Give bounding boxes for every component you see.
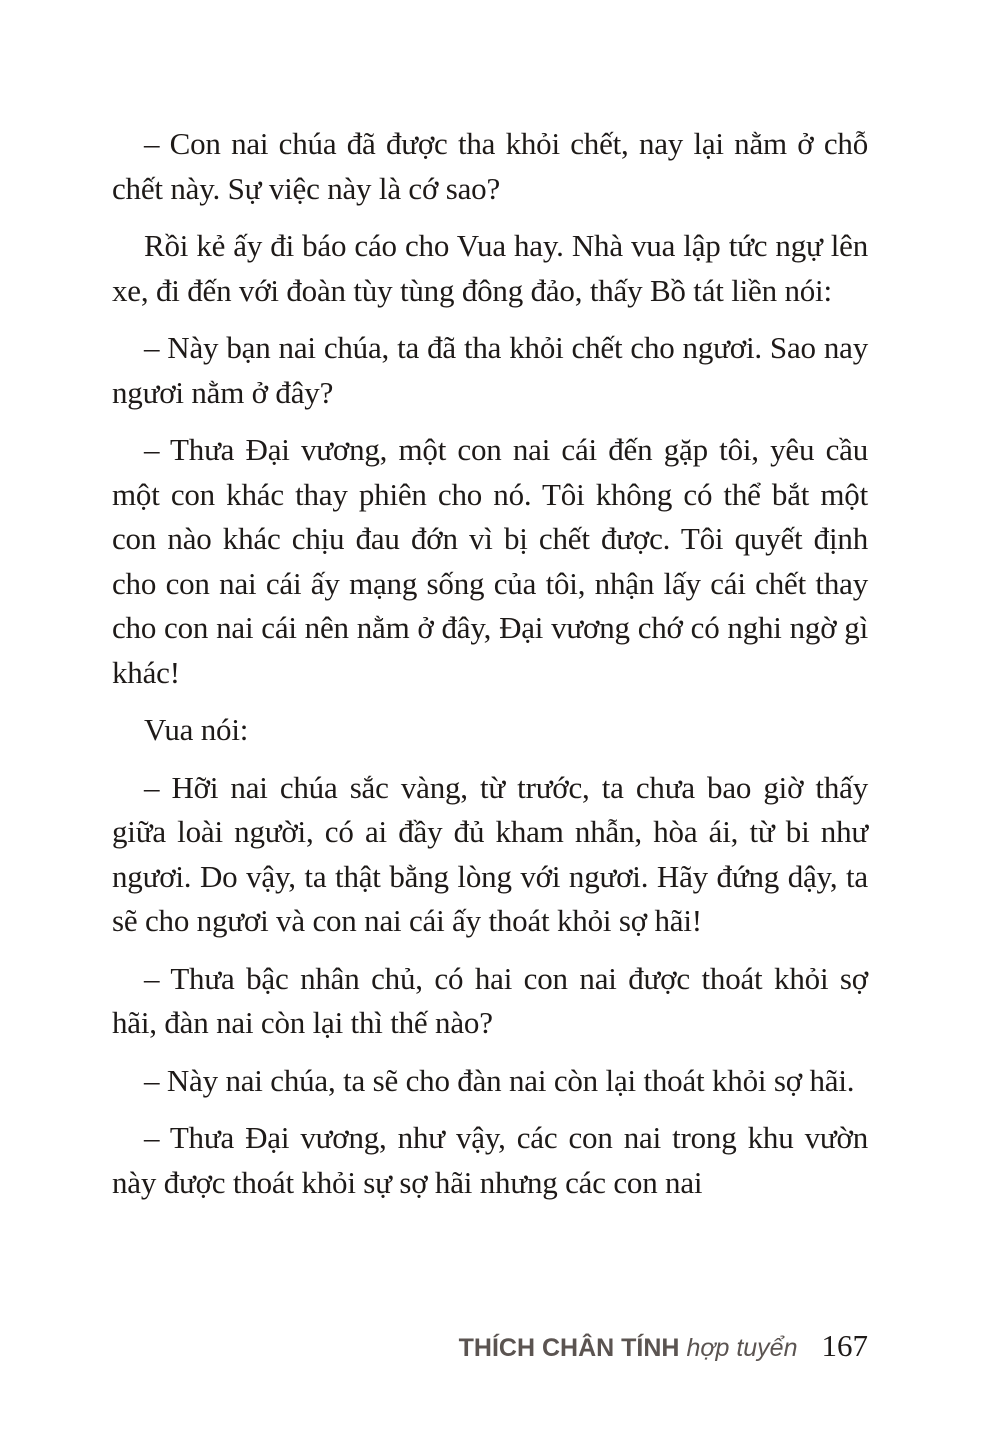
page-body: [112, 122, 868, 1218]
page-footer: [418, 1328, 868, 1368]
paragraph: – Thưa Đại vương, như vậy, các con nai trong khu vườn này được thoát khỏi sự sợ hãi nhưng các con nai: [112, 1120, 868, 1200]
paragraph: Rồi kẻ ấy đi báo cáo cho Vua hay. Nhà vua lập tức ngự lên xe, đi đến với đoàn tùy tùng đông đảo, thấy Bồ tát liền nói:: [112, 228, 868, 308]
paragraph: – Này nai chúa, ta sẽ cho đàn nai còn lại thoát khỏi sợ hãi.: [144, 1062, 855, 1098]
paragraph: – Này bạn nai chúa, ta đã tha khỏi chết cho ngươi. Sao nay ngươi nằm ở đây?: [112, 330, 868, 410]
footer-author: THÍCH CHÂN TÍNH: [458, 1334, 680, 1362]
page-number: 167: [821, 1328, 868, 1363]
paragraph: – Thưa bậc nhân chủ, có hai con nai được thoát khỏi sợ hãi, đàn nai còn lại thì thế nào?: [112, 960, 868, 1040]
paragraph: – Thưa Đại vương, một con nai cái đến gặp tôi, yêu cầu một con khác thay phiên cho nó. Tôi không có thể bắt một con nào khác chịu đau đớn vì bị chết được. Tôi quyết định cho con nai cái ấy mạng sống của tôi, nhận lấy cái chết thay cho con nai cái nên nằm ở đây, Đại vương chớ có nghi ngờ gì khác!: [112, 432, 868, 690]
paragraph: – Con nai chúa đã được tha khỏi chết, nay lại nằm ở chỗ chết này. Sự việc này là cớ sao?: [112, 126, 868, 206]
footer-subtitle: hợp tuyển: [686, 1334, 798, 1362]
paragraph: Vua nói:: [144, 712, 249, 747]
paragraph: – Hỡi nai chúa sắc vàng, từ trước, ta chưa bao giờ thấy giữa loài người, có ai đầy đủ kham nhẫn, hòa ái, từ bi như ngươi. Do vậy, ta thật bằng lòng với ngươi. Hãy đứng dậy, ta sẽ cho ngươi và con nai cái ấy thoát khỏi sợ hãi!: [112, 769, 868, 938]
